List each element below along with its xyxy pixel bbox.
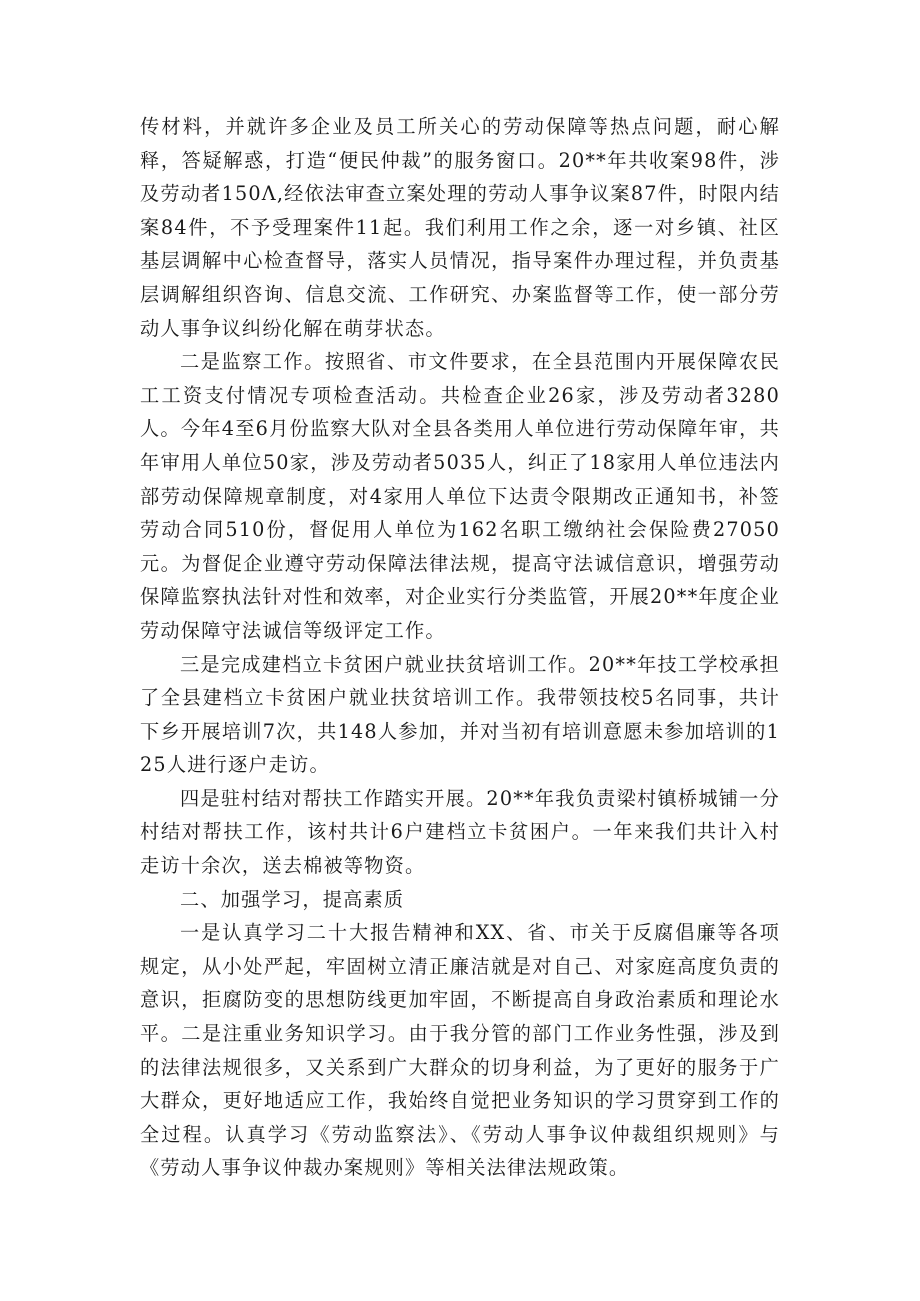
body-paragraph: 三是完成建档立卡贫困户就业扶贫培训工作。20**年技工学校承担了全县建档立卡贫困户就业扶贫培训工作。我带领技校5名同事，共计下乡开展培训7次，共148人参加，并对当初有培训意愿未参加培训的125人进行逐户走访。 <box>140 652 780 777</box>
section-heading: 二、加强学习，提高素质 <box>180 887 405 911</box>
body-paragraph: 四是驻村结对帮扶工作踏实开展。20**年我负责梁村镇桥城铺一分村结对帮扶工作，该村共计6户建档立卡贫困户。一年来我们共计入村走访十余次，送去棉被等物资。 <box>140 786 780 878</box>
body-paragraph: 一是认真学习二十大报告精神和XX、省、市关于反腐倡廉等各项规定，从小处严起，牢固树立清正廉洁就是对自己、对家庭高度负责的意识，拒腐防变的思想防线更加牢固，不断提高自身政治素质和理论水平。二是注重业务知识学习。由于我分管的部门工作业务性强，涉及到的法律法规很多，又关系到广大群众的切身利益，为了更好的服务于广大群众，更好地适应工作，我始终自觉把业务知识的学习贯穿到工作的全过程。认真学习《劳动监察法》、《劳动人事争议仲裁组织规则》与《劳动人事争议仲裁办案规则》等相关法律法规政策。 <box>140 921 780 1180</box>
body-paragraph: 二是监察工作。按照省、市文件要求，在全县范围内开展保障农民工工资支付情况专项检查活动。共检查企业26家，涉及劳动者3280人。今年4至6月份监察大队对全县各类用人单位进行劳动保障年审，共年审用人单位50家，涉及劳动者5035人，纠正了18家用人单位违法内部劳动保障规章制度，对4家用人单位下达责令限期改正通知书，补签劳动合同510份，督促用人单位为162名职工缴纳社会保险费27050元。为督促企业遵守劳动保障法律法规，提高守法诚信意识，增强劳动保障监察执法针对性和效率，对企业实行分类监管，开展20**年度企业劳动保障守法诚信等级评定工作。 <box>140 350 780 642</box>
body-paragraph: 传材料，并就许多企业及员工所关心的劳动保障等热点问题，耐心解释，答疑解惑，打造“便民仲裁”的服务窗口。20**年共收案98件，涉及劳动者150Λ,经依法审查立案处理的劳动人事争议案87件，时限内结案84件，不予受理案件11起。我们利用工作之余，逐一对乡镇、社区基层调解中心检查督导，落实人员情况，指导案件办理过程，并负责基层调解组织咨询、信息交流、工作研究、办案监督等工作，使一部分劳动人事争议纠纷化解在萌芽状态。 <box>140 115 780 340</box>
